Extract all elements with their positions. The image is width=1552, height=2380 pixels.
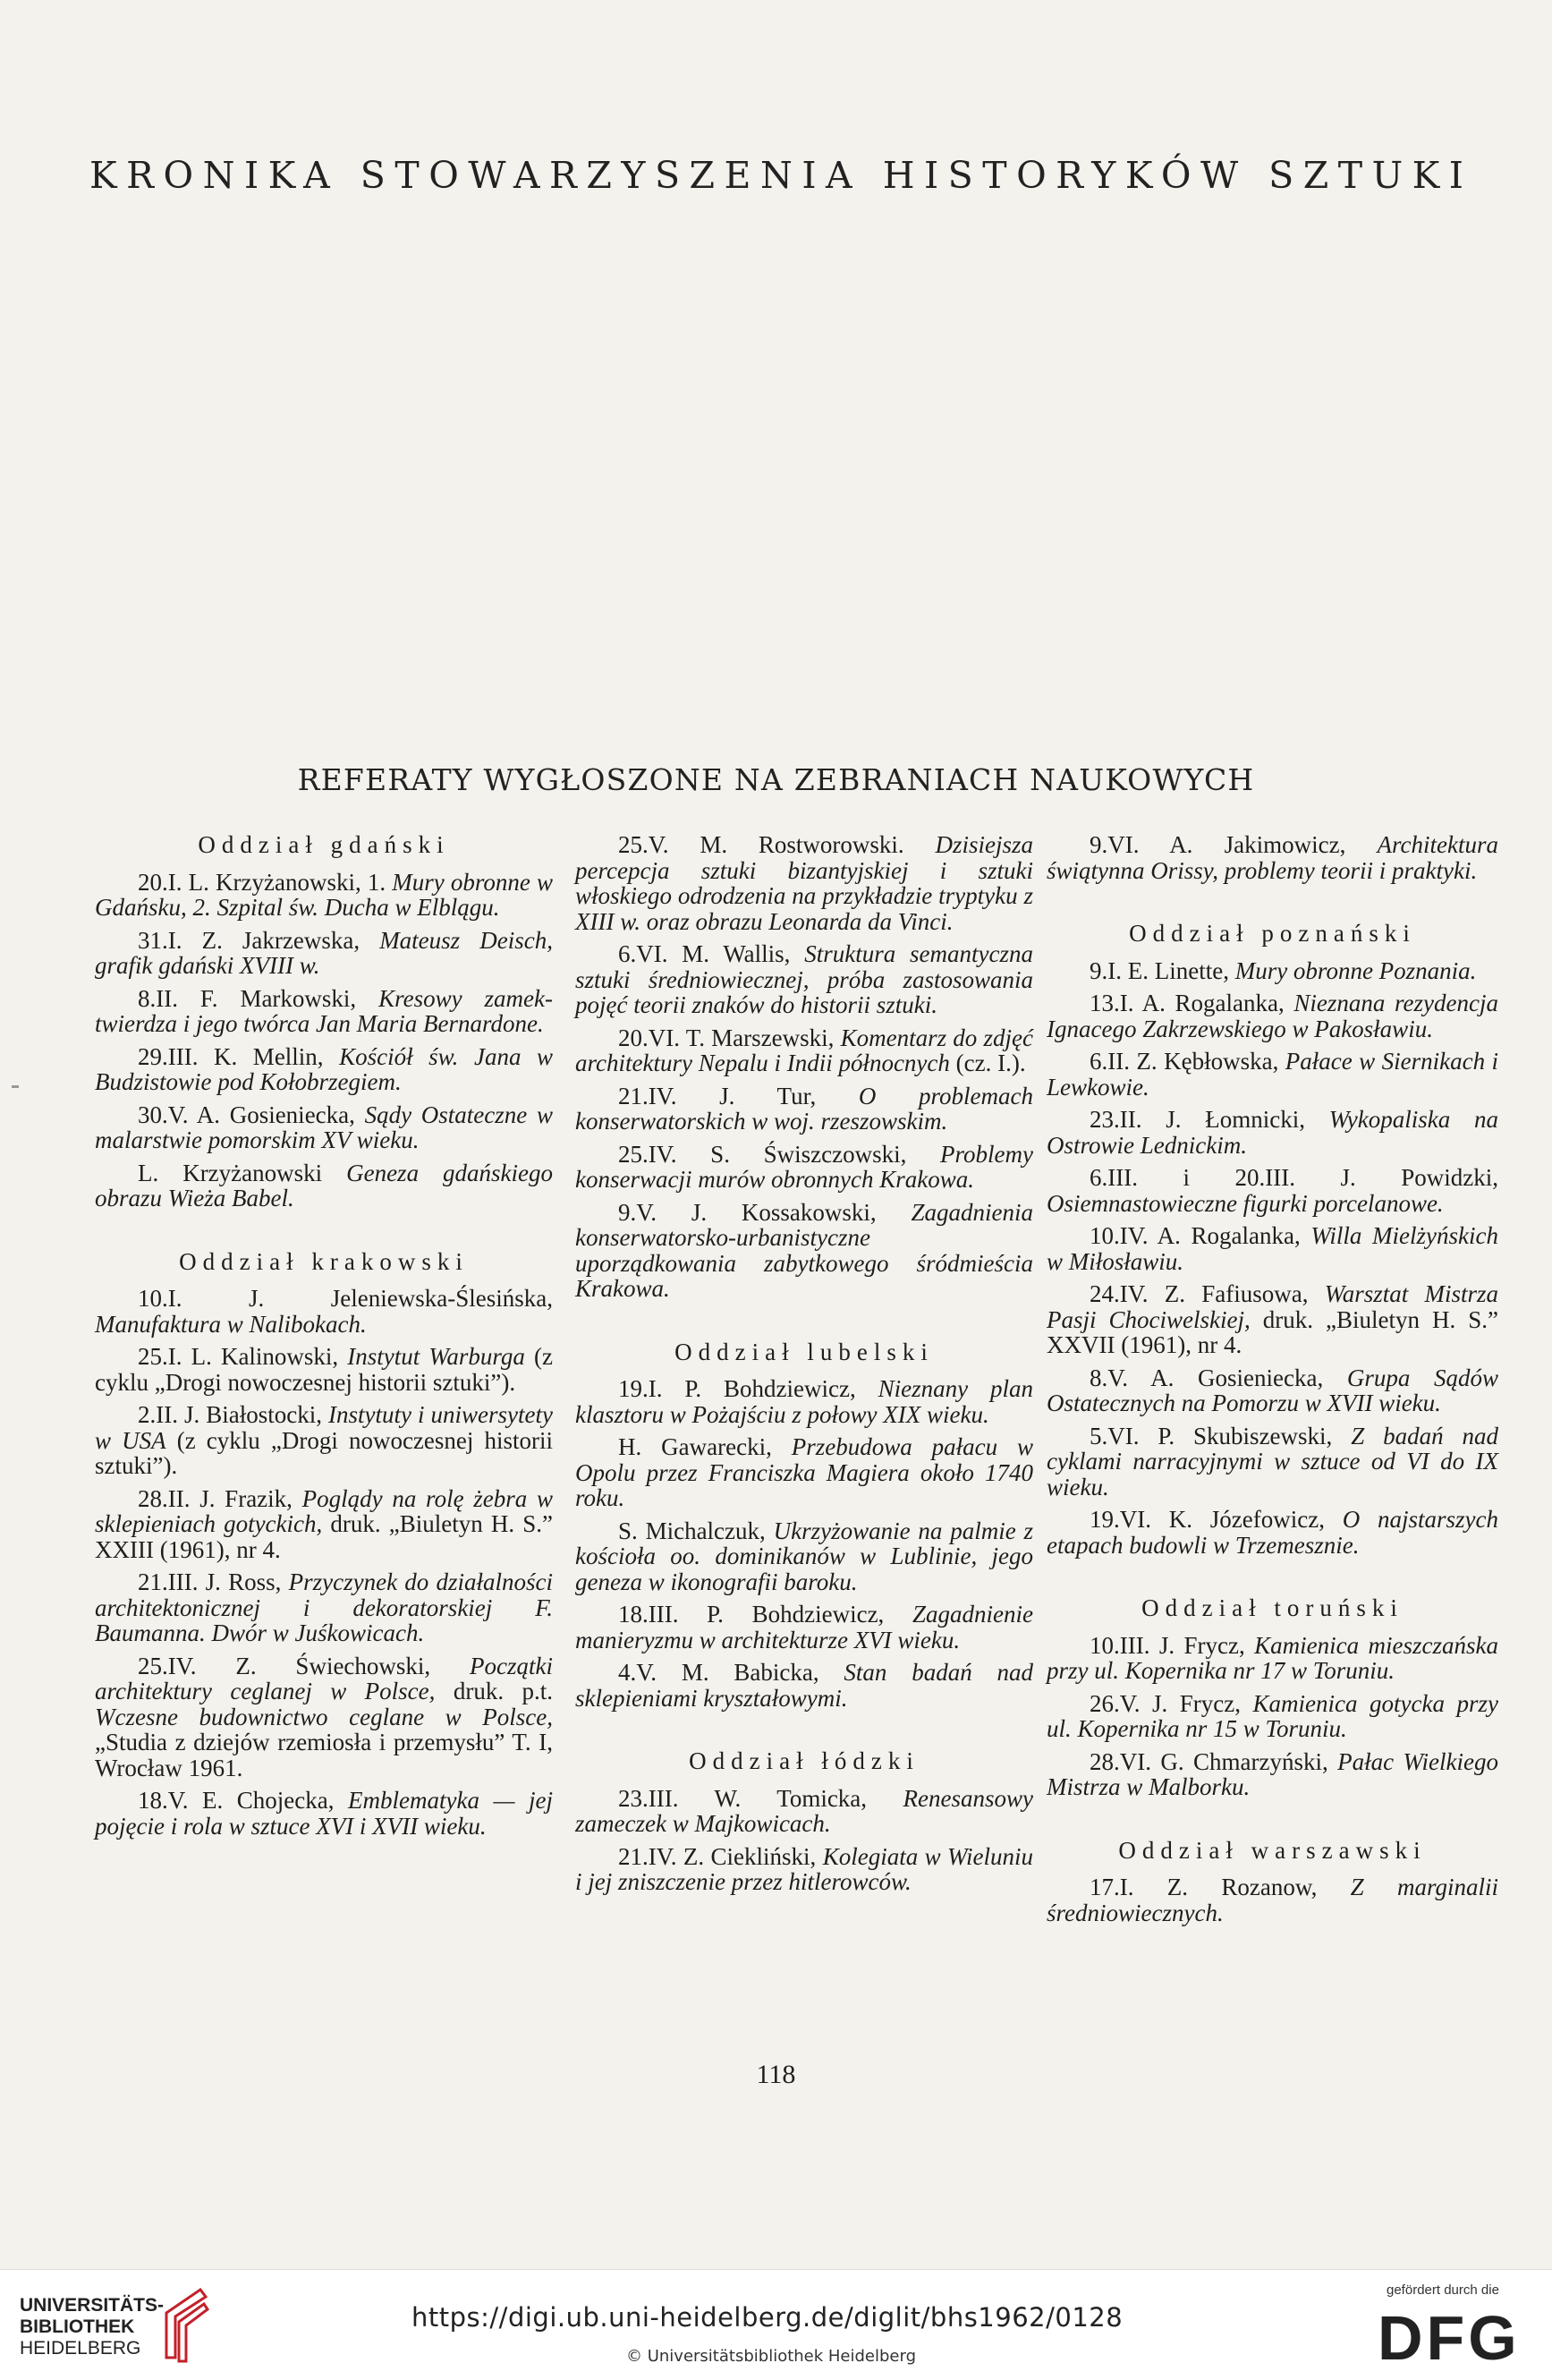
lecture-title: Dzisiejsza percepcja sztuki bizantyjskiej i sztuki włoskiego odrodzenia na przykładzie tryptyku z XIII w. oraz obrazu Leonarda da Vinci.: [575, 831, 1033, 935]
lecture-entry: [1047, 1691, 1498, 1742]
lecture-meta: 26.V. J. Frycz,: [1090, 1689, 1253, 1717]
lecture-title: Sądy Ostateczne w malarstwie pomorskim XV wieku.: [95, 1101, 553, 1153]
branch-heading: Oddział warszawski: [1118, 1836, 1427, 1864]
lecture-title: Zagadnienie manieryzmu w architekturze XVI wieku.: [575, 1601, 1033, 1653]
lecture-entry: [1047, 1874, 1498, 1925]
lecture-title: Poglądy na rolę żebra w sklepieniach gotyckich,: [95, 1484, 554, 1537]
lecture-title: Osiemnastowieczne figurki porcelanowe.: [1047, 1189, 1444, 1217]
funding-note: gefördert durch die: [1387, 2282, 1499, 2298]
lecture-meta: druk. „Biuletyn H. S.” XXIII (1961), nr 4.: [95, 1510, 553, 1563]
lecture-entry: [1047, 1749, 1498, 1800]
lecture-meta: 23.III. W. Tomicka,: [618, 1784, 903, 1812]
lecture-entry: [575, 1602, 1033, 1653]
lecture-title: Mury obronne Poznania.: [1234, 956, 1477, 984]
footer-bar: [0, 2269, 1552, 2380]
lecture-title: Kościół św. Jana w Budzistowie pod Kołobrzegiem.: [95, 1042, 554, 1095]
lecture-meta: 20.I. L. Krzyżanowski, 1.: [138, 868, 393, 896]
lecture-title: O najstarszych etapach budowli w Trzemesznie.: [1047, 1506, 1498, 1559]
lecture-title: Przebudowa pałacu w Opolu przez Franciszka Magiera około 1740 roku.: [575, 1433, 1033, 1511]
lecture-meta: 5.VI. P. Skubiszewski,: [1090, 1422, 1352, 1449]
lecture-title: O problemach konserwatorskich w woj. rzeszowskim.: [575, 1082, 1033, 1135]
lecture-meta: 10.IV. A. Rogalanka,: [1090, 1222, 1311, 1249]
lecture-meta: 29.III. K. Mellin,: [138, 1042, 340, 1070]
lecture-title: Z marginalii średniowiecznych.: [1047, 1874, 1498, 1926]
lecture-entry: [575, 1786, 1033, 1837]
lecture-title: Emblematyka — jej pojęcie i rola w sztuce XVI i XVII wieku.: [95, 1787, 553, 1840]
lecture-entry: [95, 1344, 553, 1395]
lecture-meta: 6.II. Z. Kębłowska,: [1090, 1048, 1285, 1075]
page-number: 118: [756, 2060, 796, 2089]
lecture-meta: 20.VI. T. Marszewski,: [618, 1024, 841, 1051]
lecture-meta: „Studia z dziejów rzemiosła i przemysłu” T. I, Wrocław 1961.: [95, 1729, 553, 1781]
lecture-title: Kresowy zamek-twierdza i jego twórca Jan Maria Bernardone.: [95, 984, 553, 1037]
lecture-entry: [1047, 832, 1498, 883]
lecture-meta: 19.I. P. Bohdziewicz,: [618, 1375, 878, 1402]
lecture-meta: L. Krzyżanowski: [138, 1159, 347, 1186]
lecture-meta: druk. p.t.: [435, 1678, 553, 1704]
lecture-title: Zagadnienia konserwatorsko-urbanistyczne uporządkowania zabytkowego śródmieścia Krakowa.: [575, 1198, 1033, 1302]
lecture-entry: [1047, 990, 1498, 1041]
lecture-title: Struktura semantyczna sztuki średniowiecznej, próba zastosowania pojęć teorii znaków do historii sztuki.: [575, 940, 1034, 1018]
lecture-meta: H. Gawarecki,: [618, 1433, 792, 1460]
lecture-entry: [95, 1402, 553, 1479]
lecture-meta: 25.IV. S. Świszczowski,: [618, 1140, 941, 1168]
lecture-entry: [1047, 1633, 1498, 1684]
lecture-meta: (z cyklu „Drogi nowoczesnej historii sztuki”).: [95, 1343, 554, 1396]
lecture-title: Architektura świątynna Orissy, problemy teorii i praktyki.: [1047, 831, 1498, 884]
lecture-meta: 6.III. i 20.III. J. Powidzki,: [1090, 1164, 1498, 1191]
lecture-meta: 19.VI. K. Józefowicz,: [1090, 1506, 1343, 1533]
lecture-meta: 9.VI. A. Jakimowicz,: [1090, 831, 1378, 858]
lecture-title: Nieznany plan klasztoru w Pożajściu z połowy XIX wieku.: [575, 1375, 1033, 1428]
lecture-title: Mury obronne w Gdańsku, 2. Szpital św. Ducha w Elblągu.: [95, 868, 554, 921]
section-title: REFERATY WYGŁOSZONE NA ZEBRANIACH NAUKOWYCH: [297, 762, 1255, 797]
lecture-title: Wykopaliska na Ostrowie Lednickim.: [1047, 1106, 1498, 1159]
lecture-entry: [1047, 1223, 1498, 1274]
lecture-meta: 21.IV. Z. Ciekliński,: [618, 1842, 823, 1870]
library-logo-icon: [159, 2286, 211, 2365]
lecture-entry: [1047, 1365, 1498, 1416]
lecture-entry: [95, 1569, 553, 1646]
lecture-title: Grupa Sądów Ostatecznych na Pomorzu w XVII wieku.: [1047, 1364, 1498, 1416]
branch-heading: Oddział toruński: [1141, 1594, 1404, 1621]
lecture-meta: 17.I. Z. Rozanow,: [1090, 1874, 1351, 1900]
logo-line-2: BIBLIOTHEK: [20, 2316, 135, 2337]
lecture-title: Wczesne budownictwo ceglane w Polsce,: [95, 1703, 553, 1730]
lecture-entry: [575, 1200, 1033, 1302]
lecture-meta: 31.I. Z. Jakrzewska,: [138, 926, 380, 954]
lecture-meta: 25.V. M. Rostworowski.: [618, 831, 936, 858]
lecture-meta: 21.III. J. Ross,: [138, 1568, 289, 1595]
lecture-title: Z badań nad cyklami narracyjnymi w sztuce od VI do IX wieku.: [1047, 1422, 1498, 1500]
margin-mark: [12, 1085, 19, 1088]
lecture-title: Przyczynek do działalności architektonicznej i dekoratorskiej F. Baumanna. Dwór w Juśkowicach.: [95, 1568, 553, 1646]
lecture-entry: [575, 1084, 1033, 1135]
lecture-entry: [575, 1434, 1033, 1511]
lecture-entry: [95, 1653, 553, 1781]
branch-heading: Oddział łódzki: [689, 1747, 920, 1774]
lecture-meta: 30.V. A. Gosieniecka,: [138, 1101, 365, 1128]
lecture-title: Instytut Warburga: [347, 1343, 525, 1370]
lecture-entry: [95, 1044, 553, 1095]
lecture-entry: [575, 1376, 1033, 1427]
lecture-title: Renesansowy zameczek w Majkowicach.: [575, 1784, 1033, 1837]
lecture-title: Warsztat Mistrza Pasji Chociwelskiej,: [1047, 1280, 1498, 1333]
lecture-entry: [1047, 1424, 1498, 1500]
lecture-entry: [575, 1660, 1033, 1711]
lecture-title: Komentarz do zdjęć architektury Nepalu i Indii północnych: [575, 1024, 1033, 1076]
lecture-meta: 25.IV. Z. Świechowski,: [138, 1652, 471, 1679]
branch-heading: Oddział poznański: [1129, 920, 1416, 947]
lecture-title: Instytuty i uniwersytety w USA: [95, 1401, 553, 1454]
lecture-title: Kolegiata w Wieluniu i jej zniszczenie przez hitlerowców.: [575, 1842, 1033, 1895]
lecture-entry: [1047, 1107, 1498, 1158]
lecture-meta: (cz. I.).: [949, 1050, 1026, 1076]
lecture-meta: 8.V. A. Gosieniecka,: [1090, 1364, 1347, 1391]
lecture-meta: 18.V. E. Chojecka,: [138, 1787, 349, 1814]
lecture-entry: [95, 986, 553, 1037]
lecture-title: Geneza gdańskiego obrazu Wieża Babel.: [95, 1159, 553, 1211]
lecture-entry: [575, 1844, 1033, 1895]
dfg-logo[interactable]: DFG: [1378, 2303, 1521, 2373]
branch-heading: Oddział lubelski: [674, 1338, 934, 1365]
page-header: KRONIKA STOWARZYSZENIA HISTORYKÓW SZTUKI: [89, 154, 1473, 197]
lecture-entry: [95, 1160, 553, 1211]
lecture-meta: 8.II. F. Markowski,: [138, 984, 379, 1012]
lecture-entry: [95, 870, 553, 921]
lecture-entry: [1047, 1049, 1498, 1100]
lecture-meta: S. Michalczuk,: [618, 1517, 774, 1544]
library-logo-text[interactable]: [20, 2295, 164, 2359]
permalink-url[interactable]: https://digi.ub.uni-heidelberg.de/diglit/bhs1962/0128: [411, 2302, 1124, 2333]
branch-heading: Oddział krakowski: [179, 1247, 469, 1275]
lecture-meta: 4.V. M. Babicka,: [618, 1659, 844, 1686]
lecture-entry: [1047, 1281, 1498, 1358]
lecture-entry: [575, 832, 1033, 934]
lecture-title: Stan badań nad sklepieniami kryształowymi.: [575, 1659, 1033, 1712]
lecture-title: Kamienica gotycka przy ul. Kopernika nr 15 w Toruniu.: [1047, 1689, 1498, 1742]
lecture-title: Mateusz Deisch, grafik gdański XVIII w.: [95, 926, 553, 979]
lecture-meta: 2.II. J. Białostocki,: [138, 1401, 329, 1428]
column-1: [95, 832, 553, 1846]
lecture-meta: (z cyklu „Drogi nowoczesnej historii sztuki”).: [95, 1426, 553, 1479]
lecture-entry: [1047, 958, 1498, 984]
lecture-title: Początki architektury ceglanej w Polsce,: [95, 1652, 553, 1704]
branch-heading: Oddział gdański: [198, 831, 450, 858]
column-3: [1047, 832, 1498, 1933]
lecture-meta: 24.IV. Z. Fafiusowa,: [1090, 1280, 1325, 1307]
lecture-meta: 28.II. J. Frazik,: [138, 1484, 302, 1512]
lecture-title: Willa Mielżyńskich w Miłosławiu.: [1047, 1222, 1498, 1275]
lecture-title: Kamienica mieszczańska przy ul. Kopernika nr 17 w Toruniu.: [1047, 1631, 1498, 1684]
logo-line-3: HEIDELBERG: [20, 2338, 141, 2359]
lecture-meta: 10.III. J. Frycz,: [1090, 1631, 1255, 1659]
lecture-entry: [95, 1788, 553, 1839]
lecture-entry: [1047, 1165, 1498, 1216]
lecture-title: Manufaktura w Nalibokach.: [95, 1310, 367, 1338]
lecture-meta: 10.I. J. Jeleniewska-Ślesińska,: [138, 1285, 553, 1312]
lecture-meta: 23.II. J. Łomnicki,: [1090, 1106, 1329, 1133]
lecture-meta: 25.I. L. Kalinowski,: [138, 1343, 348, 1370]
lecture-title: Problemy konserwacji murów obronnych Krakowa.: [575, 1140, 1033, 1193]
lecture-entry: [575, 941, 1033, 1018]
copyright-note: © Universitätsbibliothek Heidelberg: [626, 2347, 917, 2366]
lecture-entry: [95, 1286, 553, 1337]
lecture-entry: [1047, 1507, 1498, 1558]
lecture-entry: [95, 1102, 553, 1153]
lecture-meta: 21.IV. J. Tur,: [618, 1082, 859, 1109]
lecture-meta: 28.VI. G. Chmarzyński,: [1090, 1747, 1338, 1775]
lecture-meta: 6.VI. M. Wallis,: [618, 940, 805, 967]
logo-line-1: UNIVERSITÄTS-: [20, 2295, 165, 2316]
lecture-meta: 9.I. E. Linette,: [1090, 956, 1235, 984]
lecture-meta: druk. „Biuletyn H. S.” XXVII (1961), nr 4.: [1047, 1305, 1498, 1358]
lecture-entry: [575, 1518, 1033, 1595]
lecture-meta: 9.V. J. Kossakowski,: [618, 1198, 912, 1226]
lecture-title: Pałac Wielkiego Mistrza w Malborku.: [1047, 1747, 1499, 1800]
lecture-entry: [95, 928, 553, 979]
lecture-title: Nieznana rezydencja Ignacego Zakrzewskiego w Pakosławiu.: [1047, 990, 1499, 1042]
lecture-title: Ukrzyżowanie na palmie z kościoła oo. dominikanów w Lublinie, jego geneza w ikonografii baroku.: [575, 1517, 1033, 1595]
lecture-meta: 18.III. P. Bohdziewicz,: [618, 1601, 912, 1628]
column-2: [575, 832, 1033, 1902]
lecture-entry: [575, 1025, 1033, 1076]
lecture-entry: [95, 1486, 553, 1563]
lecture-title: Pałace w Siernikach i Lewkowie.: [1047, 1048, 1499, 1101]
lecture-meta: 13.I. A. Rogalanka,: [1090, 990, 1294, 1016]
lecture-entry: [575, 1142, 1033, 1193]
